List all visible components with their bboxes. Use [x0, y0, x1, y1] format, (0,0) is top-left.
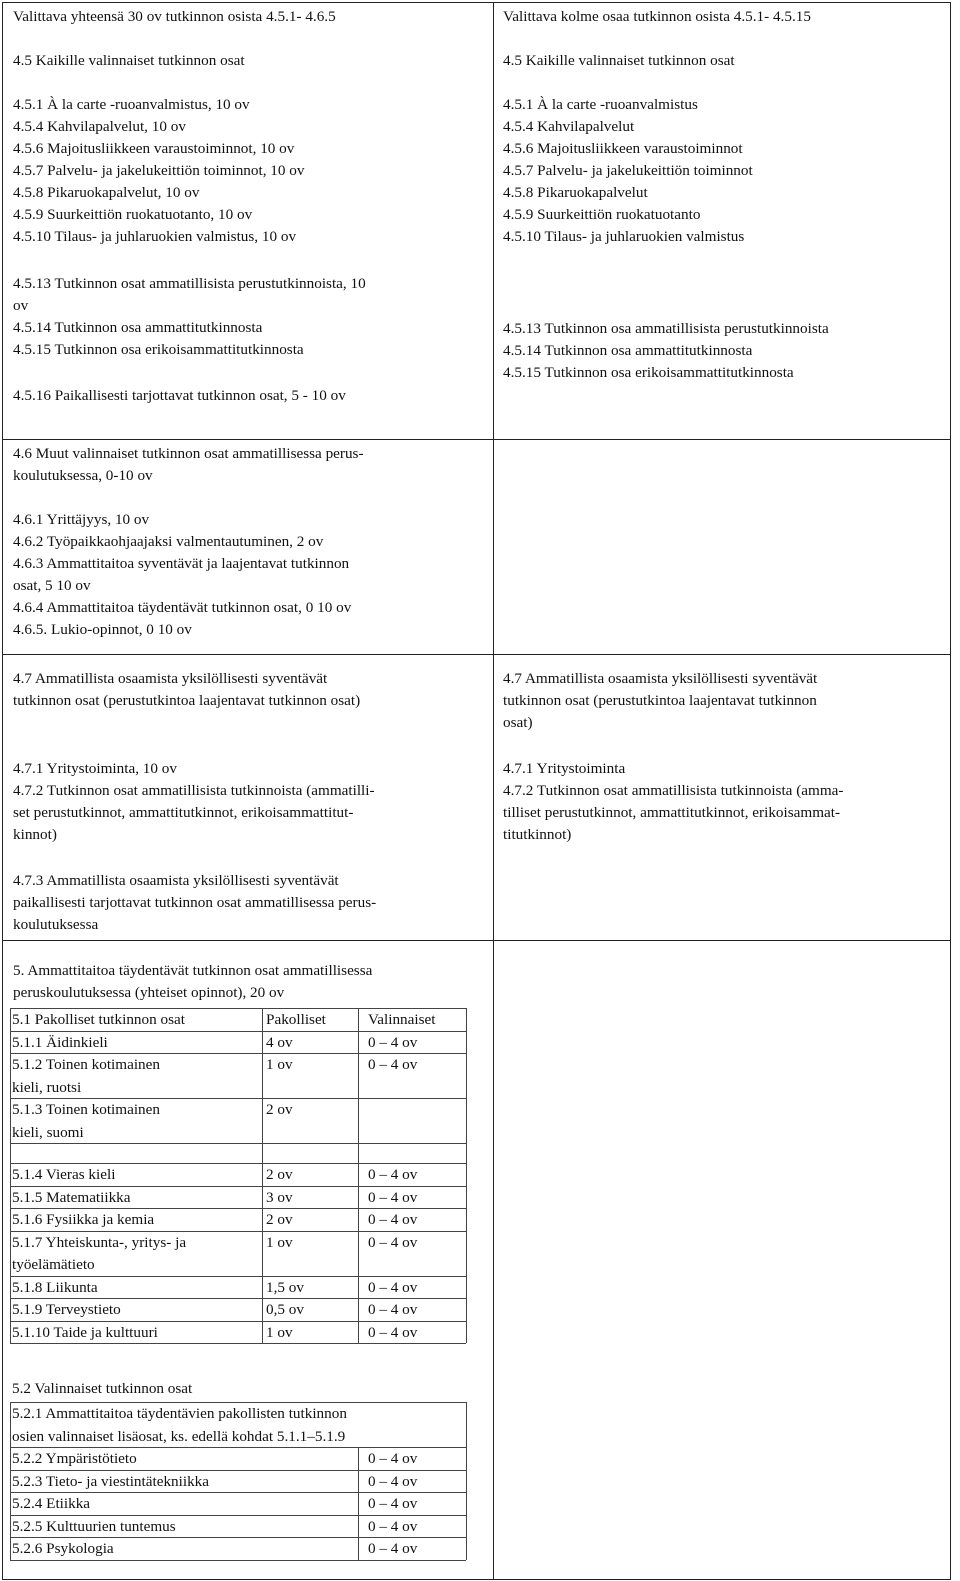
- list-item: 4.5.1 À la carte -ruoanvalmistus, 10 ov: [13, 96, 250, 113]
- table2-cell-optional: 0 – 4 ov: [368, 1495, 418, 1512]
- table2-cell-name: 5.2.6 Psykologia: [12, 1540, 114, 1557]
- list-item: 4.7.1 Yritystoiminta, 10 ov: [13, 760, 177, 777]
- list-item: kinnot): [13, 826, 57, 843]
- table1-cell-name: 5.1.6 Fysiikka ja kemia: [12, 1211, 155, 1228]
- table1-cell-optional: 0 – 4 ov: [368, 1166, 418, 1183]
- table-border-right: [950, 2, 951, 1580]
- list-item: koulutuksessa: [13, 916, 99, 933]
- list-item: 4.6.2 Työpaikkaohjaajaksi valmentautuminen, 2 ov: [13, 533, 324, 550]
- list-item: 4.7.3 Ammatillista osaamista yksilöllisesti syventävät: [13, 872, 339, 889]
- list-item: ov: [13, 297, 29, 314]
- list-item: 4.5.15 Tutkinnon osa erikoisammattitutkinnosta: [13, 341, 304, 358]
- table1-cell-name: 5.1.9 Terveystieto: [12, 1301, 121, 1318]
- section1-left-heading: Valittava yhteensä 30 ov tutkinnon osista 4.5.1- 4.6.5: [13, 8, 336, 25]
- section2-heading: 4.6 Muut valinnaiset tutkinnon osat ammatillisessa perus-: [13, 445, 364, 462]
- list-item: 4.5.10 Tilaus- ja juhlaruokien valmistus: [503, 228, 745, 245]
- table1-cell-optional: 0 – 4 ov: [368, 1324, 418, 1341]
- table2-vline: [10, 1402, 11, 1560]
- table1-vline: [466, 1008, 467, 1343]
- table2-intro-line: osien valinnaiset lisäosat, ks. edellä kohdat 5.1.1–5.1.9: [12, 1428, 346, 1445]
- list-item: tilliset perustutkinnot, ammattitutkinnot, erikoisammat-: [503, 804, 841, 821]
- table1-vline: [262, 1008, 263, 1343]
- section1-left-cell: [2, 2, 493, 439]
- table1-cell-name: 5.1.5 Matematiikka: [12, 1189, 131, 1206]
- section3-right-heading-cont2: osat): [503, 714, 533, 731]
- list-item: 4.5.4 Kahvilapalvelut, 10 ov: [13, 118, 186, 135]
- list-item: 4.5.8 Pikaruokapalvelut: [503, 184, 648, 201]
- list-item: titutkinnot): [503, 826, 572, 843]
- list-item: 4.5.4 Kahvilapalvelut: [503, 118, 635, 135]
- list-item: 4.5.7 Palvelu- ja jakelukeittiön toiminnot, 10 ov: [13, 162, 305, 179]
- table1-cell-name: 5.1.10 Taide ja kulttuuri: [12, 1324, 158, 1341]
- table1-vline: [10, 1008, 11, 1343]
- table1-cell-name: kieli, suomi: [12, 1124, 84, 1141]
- table1-cell-optional: 0 – 4 ov: [368, 1189, 418, 1206]
- list-item: 4.6.1 Yrittäjyys, 10 ov: [13, 511, 150, 528]
- table1-vline: [358, 1008, 359, 1343]
- table1-cell-name: 5.1.8 Liikunta: [12, 1279, 98, 1296]
- table1-cell-optional: 0 – 4 ov: [368, 1301, 418, 1318]
- table1-cell-optional: 0 – 4 ov: [368, 1034, 418, 1051]
- section1-left-subheading: 4.5 Kaikille valinnaiset tutkinnon osat: [13, 52, 245, 69]
- table1-cell-name: 5.1.3 Toinen kotimainen: [12, 1101, 160, 1118]
- section4-heading: 5. Ammattitaitoa täydentävät tutkinnon osat ammatillisessa: [13, 962, 373, 979]
- table1-cell-mandatory: 3 ov: [266, 1189, 293, 1206]
- list-item: 4.7.1 Yritystoiminta: [503, 760, 626, 777]
- table1-cell-name: työelämätieto: [12, 1256, 95, 1273]
- table1-cell-optional: 0 – 4 ov: [368, 1279, 418, 1296]
- list-item: paikallisesti tarjottavat tutkinnon osat ammatillisessa perus-: [13, 894, 377, 911]
- table1-cell-mandatory: 1 ov: [266, 1056, 293, 1073]
- table2-cell-name: 5.2.5 Kulttuurien tuntemus: [12, 1518, 176, 1535]
- table1-cell-mandatory: 2 ov: [266, 1101, 293, 1118]
- list-item: 4.6.4 Ammattitaitoa täydentävät tutkinnon osat, 0 10 ov: [13, 599, 352, 616]
- list-item: 4.5.16 Paikallisesti tarjottavat tutkinnon osat, 5 - 10 ov: [13, 387, 346, 404]
- table1-cell-mandatory: 2 ov: [266, 1166, 293, 1183]
- table1-cell-mandatory: 4 ov: [266, 1034, 293, 1051]
- table1-cell-name: kieli, ruotsi: [12, 1079, 82, 1096]
- table2-cell-name: 5.2.3 Tieto- ja viestintätekniikka: [12, 1473, 209, 1490]
- section2-left-cell: [2, 439, 493, 654]
- section2-heading-cont: koulutuksessa, 0-10 ov: [13, 467, 153, 484]
- list-item: 4.5.14 Tutkinnon osa ammattitutkinnosta: [503, 342, 753, 359]
- list-item: 4.5.15 Tutkinnon osa erikoisammattitutkinnosta: [503, 364, 794, 381]
- table1-hline: [10, 1008, 466, 1009]
- section3-right-heading: 4.7 Ammatillista osaamista yksilöllisesti syventävät: [503, 670, 818, 687]
- table1-header-name: 5.1 Pakolliset tutkinnon osat: [12, 1011, 185, 1028]
- table2-cell-name: 5.2.2 Ympäristötieto: [12, 1450, 137, 1467]
- table2-hline: [10, 1560, 466, 1561]
- table2-cell-name: 5.2.4 Etiikka: [12, 1495, 91, 1512]
- optional-subjects-heading: 5.2 Valinnaiset tutkinnon osat: [12, 1380, 193, 1397]
- section3-heading-cont: tutkinnon osat (perustutkintoa laajentavat tutkinnon osat): [13, 692, 361, 709]
- table1-cell-optional: 0 – 4 ov: [368, 1056, 418, 1073]
- table1-cell-mandatory: 0,5 ov: [266, 1301, 304, 1318]
- table1-cell-name: 5.1.4 Vieras kieli: [12, 1166, 116, 1183]
- table2-cell-optional: 0 – 4 ov: [368, 1473, 418, 1490]
- list-item: 4.6.3 Ammattitaitoa syventävät ja laajentavat tutkinnon: [13, 555, 350, 572]
- table1-cell-mandatory: 1 ov: [266, 1234, 293, 1251]
- section1-right-heading: Valittava kolme osaa tutkinnon osista 4.5.1- 4.5.15: [503, 8, 811, 25]
- section3-right-cell: [493, 654, 950, 940]
- list-item: 4.5.8 Pikaruokapalvelut, 10 ov: [13, 184, 200, 201]
- table2-cell-optional: 0 – 4 ov: [368, 1450, 418, 1467]
- list-item: 4.5.13 Tutkinnon osat ammatillisista perustutkinnoista, 10: [13, 275, 366, 292]
- table2-vline: [466, 1402, 467, 1560]
- table1-cell-name: 5.1.7 Yhteiskunta-, yritys- ja: [12, 1234, 187, 1251]
- list-item: 4.5.14 Tutkinnon osa ammattitutkinnosta: [13, 319, 263, 336]
- list-item: 4.5.6 Majoitusliikkeen varaustoiminnot: [503, 140, 743, 157]
- list-item: 4.5.1 À la carte -ruoanvalmistus: [503, 96, 698, 113]
- section1-right-cell: [493, 2, 950, 439]
- list-item: 4.5.9 Suurkeittiön ruokatuotanto: [503, 206, 701, 223]
- list-item: 4.5.7 Palvelu- ja jakelukeittiön toiminnot: [503, 162, 753, 179]
- table1-cell-name: 5.1.2 Toinen kotimainen: [12, 1056, 160, 1073]
- table2-cell-optional: 0 – 4 ov: [368, 1518, 418, 1535]
- list-item: 4.7.2 Tutkinnon osat ammatillisista tutkinnoista (amma-: [503, 782, 844, 799]
- table1-cell-mandatory: 1 ov: [266, 1324, 293, 1341]
- table2-intro-line: 5.2.1 Ammattitaitoa täydentävien pakollisten tutkinnon: [12, 1405, 347, 1422]
- section3-heading: 4.7 Ammatillista osaamista yksilöllisesti syventävät: [13, 670, 328, 687]
- section3-left-cell: [2, 654, 493, 940]
- table1-header-optional: Valinnaiset: [368, 1011, 436, 1028]
- list-item: 4.6.5. Lukio-opinnot, 0 10 ov: [13, 621, 192, 638]
- table1-cell-mandatory: 2 ov: [266, 1211, 293, 1228]
- table1-cell-optional: 0 – 4 ov: [368, 1211, 418, 1228]
- list-item: 4.5.10 Tilaus- ja juhlaruokien valmistus, 10 ov: [13, 228, 297, 245]
- list-item: 4.5.6 Majoitusliikkeen varaustoiminnot, 10 ov: [13, 140, 295, 157]
- list-item: 4.7.2 Tutkinnon osat ammatillisista tutkinnoista (ammatilli-: [13, 782, 375, 799]
- section1-right-subheading: 4.5 Kaikille valinnaiset tutkinnon osat: [503, 52, 735, 69]
- list-item: set perustutkinnot, ammattitutkinnot, erikoisammattitut-: [13, 804, 354, 821]
- section4-heading-cont: peruskoulutuksessa (yhteiset opinnot), 20 ov: [13, 984, 285, 1001]
- table2-cell-optional: 0 – 4 ov: [368, 1540, 418, 1557]
- section3-right-heading-cont: tutkinnon osat (perustutkintoa laajentavat tutkinnon: [503, 692, 817, 709]
- table1-cell-name: 5.1.1 Äidinkieli: [12, 1034, 108, 1051]
- list-item: 4.5.9 Suurkeittiön ruokatuotanto, 10 ov: [13, 206, 253, 223]
- table2-vline: [358, 1447, 359, 1560]
- list-item: osat, 5 10 ov: [13, 577, 91, 594]
- list-item: 4.5.13 Tutkinnon osa ammatillisista perustutkinnoista: [503, 320, 829, 337]
- table1-header-mandatory: Pakolliset: [266, 1011, 326, 1028]
- table1-cell-mandatory: 1,5 ov: [266, 1279, 304, 1296]
- table1-cell-optional: 0 – 4 ov: [368, 1234, 418, 1251]
